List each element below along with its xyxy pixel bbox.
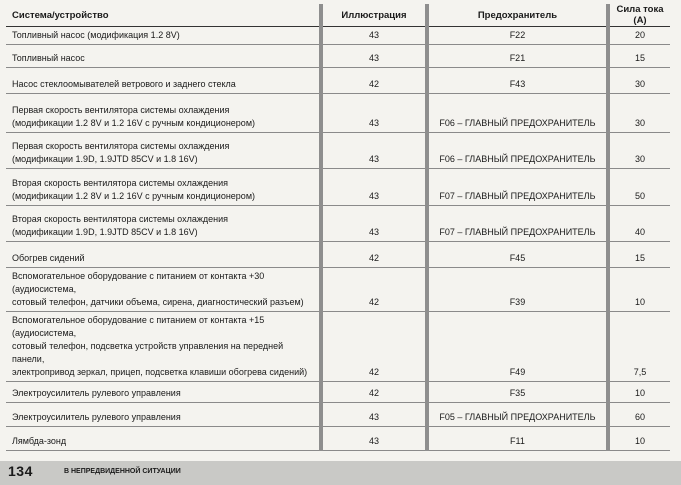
cell-fuse: [427, 312, 608, 382]
table-row: [6, 312, 670, 382]
cell-fuse: [427, 427, 608, 451]
cell-amperage-text: 10: [635, 297, 646, 307]
cell-illustration-text: 42: [368, 367, 379, 377]
cell-fuse-text: F43: [509, 79, 526, 89]
cell-fuse-text: F06 – ГЛАВНЫЙ ПРЕДОХРАНИТЕЛЬ: [439, 154, 596, 164]
cell-amperage: [608, 133, 670, 169]
cell-amperage-text: 30: [635, 79, 646, 89]
cell-illustration: [321, 169, 427, 206]
page-number: 134: [8, 463, 33, 479]
cell-fuse: [427, 94, 608, 133]
page-footer: [0, 461, 681, 485]
cell-illustration-text: 43: [368, 191, 379, 201]
cell-amperage-text: 15: [635, 253, 646, 263]
table-header-row: [6, 4, 670, 27]
cell-system-text: Вспомогательное оборудование с питанием от контакта +15 (аудиосистема, сотовый телефон, подсветка устройств управления на передней панели, электропривод зеркал, прицеп, подсветка клавиши обогрева сидений): [12, 315, 308, 377]
cell-amperage-text: 30: [635, 154, 646, 164]
cell-illustration-text: 43: [368, 118, 379, 128]
cell-amperage: [608, 94, 670, 133]
cell-fuse: [427, 268, 608, 312]
table-row: [6, 382, 670, 403]
cell-fuse-text: F05 – ГЛАВНЫЙ ПРЕДОХРАНИТЕЛЬ: [439, 412, 596, 422]
cell-amperage-text: 40: [635, 227, 646, 237]
cell-illustration: [321, 45, 427, 68]
cell-system-text: Первая скорость вентилятора системы охлаждения (модификации 1.9D, 1.9JTD 85CV и 1.8 16V): [12, 141, 230, 164]
cell-illustration: [321, 427, 427, 451]
cell-fuse: [427, 27, 608, 45]
cell-system: [6, 206, 321, 242]
cell-fuse-text: F21: [509, 53, 526, 63]
table-row: [6, 27, 670, 45]
cell-amperage: [608, 403, 670, 427]
cell-amperage-text: 20: [635, 30, 646, 40]
cell-system: [6, 169, 321, 206]
table-row: [6, 242, 670, 268]
cell-illustration: [321, 27, 427, 45]
cell-system-text: Электроусилитель рулевого управления: [12, 412, 181, 422]
cell-amperage: [608, 27, 670, 45]
cell-fuse: [427, 169, 608, 206]
cell-fuse-text: F07 – ГЛАВНЫЙ ПРЕДОХРАНИТЕЛЬ: [439, 227, 596, 237]
cell-amperage: [608, 169, 670, 206]
cell-system: [6, 382, 321, 403]
cell-system: [6, 27, 321, 45]
cell-fuse: [427, 403, 608, 427]
table-row: [6, 206, 670, 242]
cell-fuse: [427, 68, 608, 94]
cell-illustration-text: 43: [368, 154, 379, 164]
cell-amperage: [608, 268, 670, 312]
cell-amperage-text: 10: [635, 436, 646, 446]
cell-system-text: Обогрев сидений: [12, 253, 85, 263]
table-row: [6, 169, 670, 206]
header-amperage: Сила тока (А): [608, 4, 670, 27]
cell-system-text: Насос стеклоомывателей ветрового и заднего стекла: [12, 79, 236, 89]
cell-system: [6, 312, 321, 382]
table-body: [6, 27, 670, 451]
cell-fuse-text: F22: [509, 30, 526, 40]
cell-illustration-text: 43: [368, 412, 379, 422]
cell-system-text: Топливный насос: [12, 53, 85, 63]
table-row: [6, 427, 670, 451]
cell-illustration: [321, 242, 427, 268]
cell-system-text: Лямбда-зонд: [12, 436, 67, 446]
cell-illustration-text: 42: [368, 297, 379, 307]
cell-fuse-text: F11: [510, 436, 525, 446]
cell-amperage: [608, 312, 670, 382]
cell-illustration: [321, 382, 427, 403]
cell-system: [6, 403, 321, 427]
cell-system-text: Вторая скорость вентилятора системы охлаждения (модификации 1.9D, 1.9JTD 85CV и 1.8 16V): [12, 214, 228, 237]
cell-illustration-text: 42: [368, 79, 379, 89]
cell-amperage-text: 60: [635, 412, 646, 422]
cell-illustration-text: 42: [368, 253, 379, 263]
cell-illustration: [321, 312, 427, 382]
section-title: В НЕПРЕДВИДЕННОЙ СИТУАЦИИ: [64, 468, 181, 475]
header-fuse: Предохранитель: [427, 4, 608, 27]
table-row: [6, 68, 670, 94]
cell-system: [6, 68, 321, 94]
cell-illustration-text: 42: [368, 388, 379, 398]
table-row: [6, 133, 670, 169]
cell-system: [6, 268, 321, 312]
cell-amperage-text: 10: [635, 388, 646, 398]
cell-fuse: [427, 45, 608, 68]
cell-system-text: Электроусилитель рулевого управления: [12, 388, 181, 398]
cell-amperage: [608, 382, 670, 403]
header-system: Система/устройство: [6, 4, 321, 27]
cell-illustration: [321, 94, 427, 133]
fuse-table: [6, 4, 670, 451]
table-row: [6, 268, 670, 312]
cell-illustration: [321, 206, 427, 242]
cell-fuse-text: F35: [509, 388, 526, 398]
cell-amperage-text: 15: [635, 53, 646, 63]
table-row: [6, 45, 670, 68]
cell-amperage: [608, 242, 670, 268]
cell-illustration-text: 43: [368, 227, 379, 237]
cell-fuse-text: F06 – ГЛАВНЫЙ ПРЕДОХРАНИТЕЛЬ: [439, 118, 596, 128]
cell-fuse-text: F07 – ГЛАВНЫЙ ПРЕДОХРАНИТЕЛЬ: [439, 191, 596, 201]
cell-fuse-text: F39: [509, 297, 526, 307]
cell-illustration-text: 43: [368, 53, 379, 63]
cell-amperage-text: 30: [635, 118, 646, 128]
cell-illustration: [321, 403, 427, 427]
cell-illustration-text: 43: [368, 30, 379, 40]
cell-amperage: [608, 68, 670, 94]
cell-amperage: [608, 45, 670, 68]
cell-system: [6, 45, 321, 68]
cell-illustration-text: 43: [368, 436, 379, 446]
cell-fuse: [427, 382, 608, 403]
cell-fuse: [427, 242, 608, 268]
cell-illustration: [321, 68, 427, 94]
cell-system: [6, 133, 321, 169]
table-row: [6, 403, 670, 427]
cell-fuse-text: F49: [509, 367, 526, 377]
cell-amperage: [608, 427, 670, 451]
cell-system: [6, 242, 321, 268]
cell-system: [6, 427, 321, 451]
cell-illustration: [321, 133, 427, 169]
cell-amperage-text: 50: [635, 191, 646, 201]
cell-amperage: [608, 206, 670, 242]
cell-amperage-text: 7,5: [633, 367, 647, 377]
cell-fuse-text: F45: [509, 253, 526, 263]
cell-system-text: Вторая скорость вентилятора системы охлаждения (модификации 1.2 8V и 1.2 16V с ручным кондиционером): [12, 178, 255, 201]
table-row: [6, 94, 670, 133]
cell-system-text: Первая скорость вентилятора системы охлаждения (модификации 1.2 8V и 1.2 16V с ручным кондиционером): [12, 105, 255, 128]
cell-system: [6, 94, 321, 133]
cell-fuse: [427, 206, 608, 242]
header-illustration: Иллюстрация: [321, 4, 427, 27]
cell-system-text: Топливный насос (модификация 1.2 8V): [12, 30, 180, 40]
cell-system-text: Вспомогательное оборудование с питанием от контакта +30 (аудиосистема, сотовый телефон, датчики объема, сирена, диагностический разъем): [12, 271, 304, 307]
cell-illustration: [321, 268, 427, 312]
cell-fuse: [427, 133, 608, 169]
